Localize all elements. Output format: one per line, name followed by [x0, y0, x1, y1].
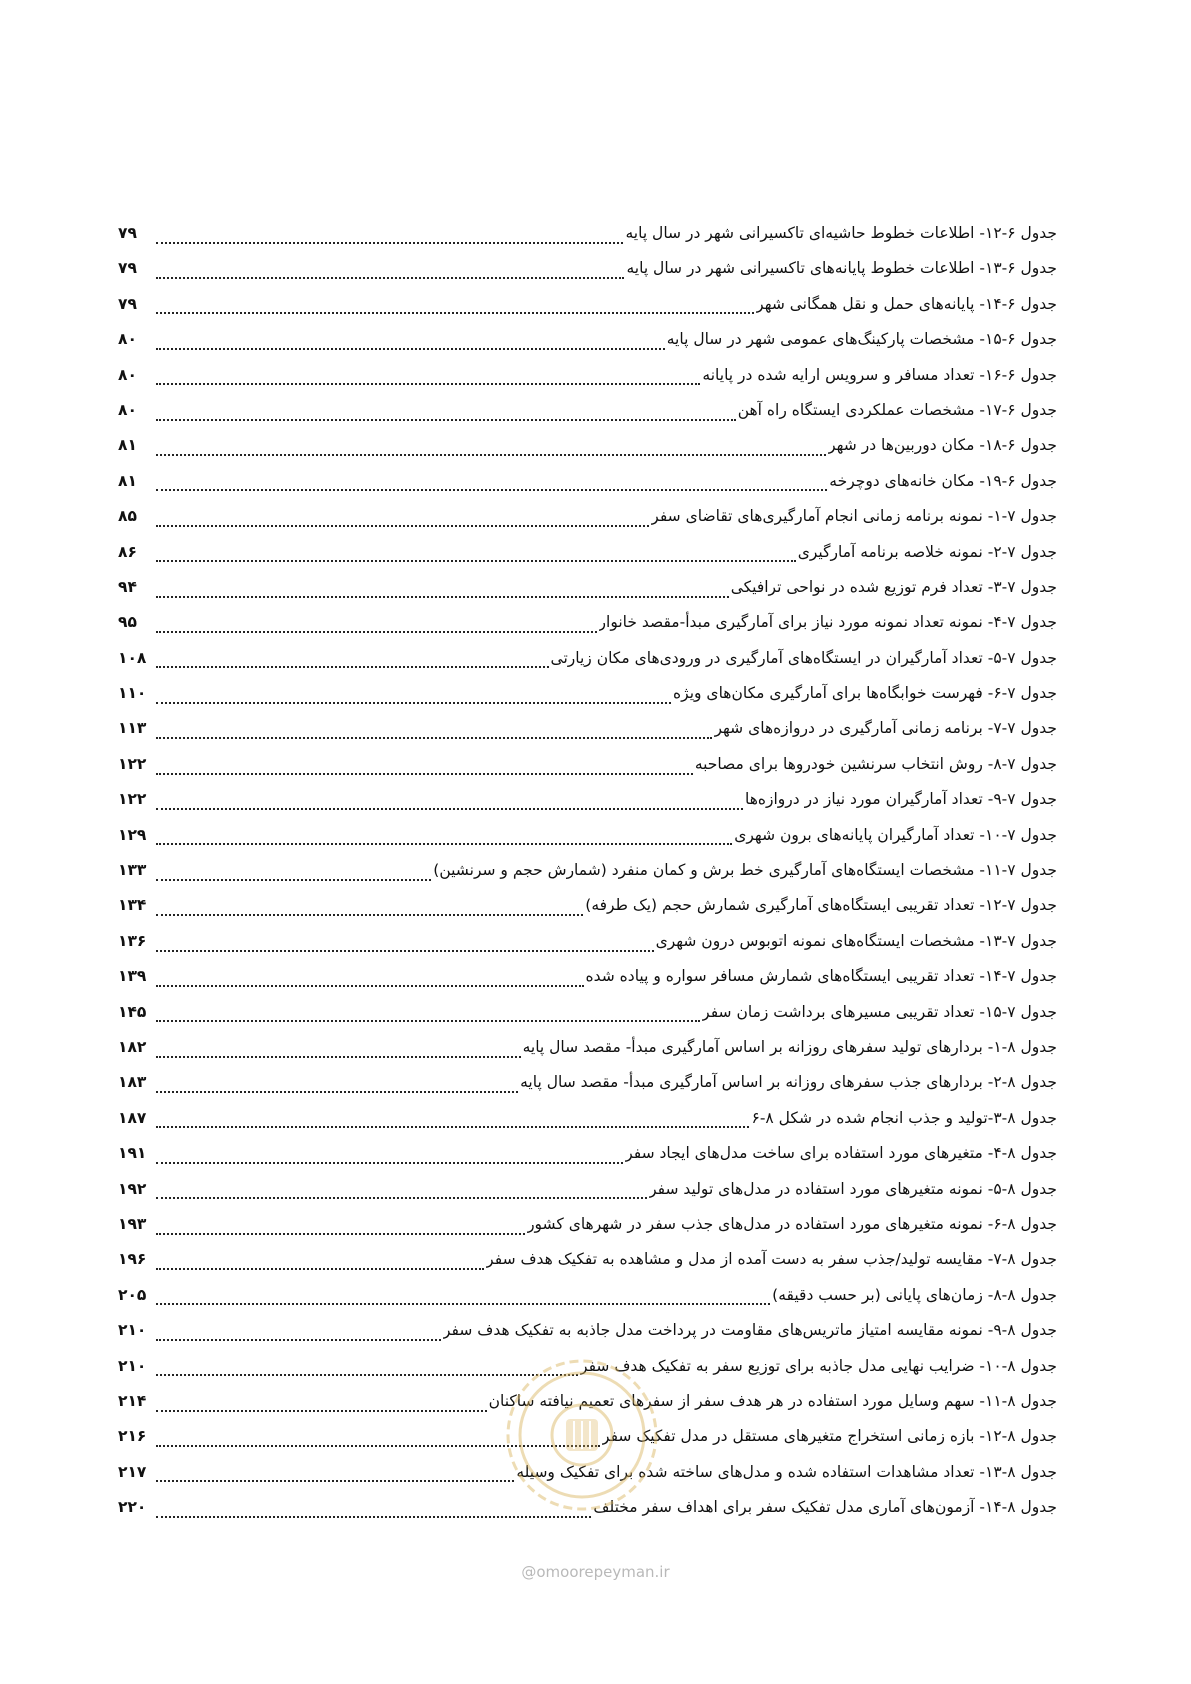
toc-entry-label: جدول ۷-۱- نمونه برنامه زمانی انجام آمارگیری‌های تقاضای سفر: [651, 507, 1057, 526]
toc-entry[interactable]: [118, 216, 1057, 251]
dot-leader: [156, 950, 654, 952]
dot-leader: [156, 737, 712, 739]
toc-entry-label: جدول ۷-۱۲- تعداد تقریبی ایستگاه‌های آمارگیری شمارش حجم (یک طرفه): [585, 896, 1057, 915]
toc-entry-page: ۱۳۴: [118, 896, 147, 915]
dot-leader: [156, 773, 693, 775]
toc-entry-label: جدول ۸-۱۱- سهم وسایل مورد استفاده در هر هدف سفر از سفرهای تعمیم نیافته ساکنان: [488, 1391, 1057, 1410]
toc-entry-label: جدول ۶-۱۲- اطلاعات خطوط حاشیه‌ای تاکسیرانی شهر در سال پایه: [625, 224, 1057, 242]
toc-entry-page: ۲۱۰: [118, 1356, 147, 1375]
toc-entry-label: جدول ۷-۱۳- مشخصات ایستگاه‌های نمونه اتوبوس درون شهری: [655, 931, 1057, 950]
toc-entry-label: جدول ۸-۴- متغیرهای مورد استفاده برای ساخت مدل‌های ایجاد سفر: [625, 1144, 1057, 1163]
toc-entry-label: جدول ۸-۲- بردارهای جذب سفرهای روزانه بر اساس آمارگیری مبدأ- مقصد سال پایه: [520, 1073, 1057, 1092]
toc-entry[interactable]: [118, 959, 1057, 994]
toc-entry[interactable]: [118, 1065, 1057, 1100]
toc-entry-label: جدول ۸-۱- بردارهای تولید سفرهای روزانه بر اساس آمارگیری مبدأ- مقصد سال پایه: [522, 1037, 1057, 1056]
toc-entry[interactable]: [118, 428, 1057, 463]
toc-entry-page: ۱۸۷: [118, 1108, 147, 1127]
dot-leader: [156, 242, 623, 244]
toc-entry-page: ۲۲۰: [118, 1498, 147, 1517]
dot-leader: [156, 1480, 514, 1482]
toc-entry-page: ۷۹: [118, 294, 137, 313]
toc-entry-page: ۸۰: [118, 365, 137, 384]
toc-entry-page: ۹۴: [118, 577, 137, 596]
toc-entry-label: جدول ۷-۷- برنامه زمانی آمارگیری در دروازه‌های شهر: [714, 719, 1057, 738]
toc-entry-page: ۱۲۲: [118, 754, 147, 773]
dot-leader: [156, 1233, 525, 1235]
toc-entry[interactable]: [118, 1101, 1057, 1136]
toc-entry-label: جدول ۶-۱۸- مکان دوربین‌ها در شهر: [828, 436, 1057, 455]
toc-entry-label: جدول ۸-۱۳- تعداد مشاهدات استفاده شده و مدل‌های ساخته شده برای تفکیک وسیله: [516, 1462, 1057, 1481]
toc-entry-label: جدول ۶-۱۹- مکان خانه‌های دوچرخه: [829, 471, 1057, 490]
toc-entry-label: جدول ۷-۱۱- مشخصات ایستگاه‌های آمارگیری خط برش و کمان منفرد (شمارش حجم و سرنشین): [433, 861, 1057, 880]
toc-entry-label: جدول ۸-۱۰- ضرایب نهایی مدل جاذبه برای توزیع سفر به تفکیک هدف سفر: [580, 1356, 1057, 1375]
toc-entry-label: جدول ۸-۷- مقایسه تولید/جذب سفر به دست آمده از مدل و مشاهده به تفکیک هدف سفر: [486, 1250, 1057, 1269]
dot-leader: [156, 1303, 770, 1305]
dot-leader: [156, 596, 729, 598]
toc-entry[interactable]: [118, 605, 1057, 640]
toc-entry[interactable]: [118, 358, 1057, 393]
dot-leader: [156, 454, 826, 456]
toc-entry[interactable]: [118, 251, 1057, 286]
dot-leader: [156, 1091, 518, 1093]
toc-entry[interactable]: [118, 1030, 1057, 1065]
toc-entry-label: جدول ۸-۳-تولید و جذب انجام شده در شکل ۸-۶: [751, 1108, 1057, 1127]
dot-leader: [156, 348, 665, 350]
toc-entry[interactable]: [118, 1136, 1057, 1171]
dot-leader: [156, 1339, 441, 1341]
toc-entry-label: جدول ۶-۱۷- مشخصات عملکردی ایستگاه راه آهن: [737, 400, 1057, 419]
toc-entry-page: ۸۱: [118, 471, 137, 490]
toc-entry[interactable]: [118, 570, 1057, 605]
dot-leader: [156, 666, 549, 668]
toc-entry[interactable]: [118, 464, 1057, 499]
dot-leader: [156, 843, 732, 845]
toc-entry-label: جدول ۷-۲- نمونه خلاصه برنامه آمارگیری: [797, 542, 1057, 561]
dot-leader: [156, 914, 583, 916]
dot-leader: [156, 1516, 591, 1518]
dot-leader: [156, 985, 584, 987]
dot-leader: [156, 525, 649, 527]
toc-entry-page: ۲۱۰: [118, 1321, 147, 1340]
toc-entry-label: جدول ۶-۱۳- اطلاعات خطوط پایانه‌های تاکسیرانی شهر در سال پایه: [626, 259, 1057, 278]
toc-entry[interactable]: [118, 287, 1057, 322]
toc-entry-page: ۱۳۹: [118, 967, 147, 986]
toc-entry-label: جدول ۸-۵- نمونه متغیرهای مورد استفاده در مدل‌های تولید سفر: [649, 1179, 1057, 1198]
toc-entry-label: جدول ۷-۳- تعداد فرم توزیع شده در نواحی ترافیکی: [730, 577, 1057, 596]
toc-entry-page: ۱۲۲: [118, 790, 147, 809]
dot-leader: [156, 489, 827, 491]
toc-entry-page: ۱۱۳: [118, 719, 147, 738]
toc-entry[interactable]: [118, 818, 1057, 853]
toc-entry[interactable]: [118, 1207, 1057, 1242]
toc-entry[interactable]: [118, 1313, 1057, 1348]
toc-entry[interactable]: [118, 853, 1057, 888]
toc-entry-page: ۸۶: [118, 542, 137, 561]
toc-entry-label: جدول ۶-۱۴- پایانه‌های حمل و نقل همگانی شهر: [756, 294, 1057, 313]
toc-entry[interactable]: [118, 711, 1057, 746]
toc-entry[interactable]: [118, 1172, 1057, 1207]
dot-leader: [156, 1020, 700, 1022]
dot-leader: [156, 419, 736, 421]
dot-leader: [156, 383, 700, 385]
toc-entry-page: ۲۱۴: [118, 1391, 147, 1410]
toc-entry-page: ۱۰۸: [118, 648, 147, 667]
toc-entry-page: ۲۱۶: [118, 1427, 147, 1446]
toc-entry-label: جدول ۷-۱۰- تعداد آمارگیران پایانه‌های برون شهری: [734, 825, 1057, 844]
toc-entry-label: جدول ۶-۱۵- مشخصات پارکینگ‌های عمومی شهر در سال پایه: [666, 330, 1057, 349]
dot-leader: [156, 312, 754, 314]
toc-entry[interactable]: [118, 535, 1057, 570]
toc-entry[interactable]: [118, 995, 1057, 1030]
toc-entry-label: جدول ۷-۵- تعداد آمارگیران در ایستگاه‌های آمارگیری در ورودی‌های مکان زیارتی: [550, 648, 1057, 667]
toc-entry-page: ۱۳۶: [118, 931, 147, 950]
table-of-contents: [118, 216, 1057, 1525]
dot-leader: [156, 277, 624, 279]
toc-entry-label: جدول ۷-۶- فهرست خوابگاه‌ها برای آمارگیری مکان‌های ویژه: [673, 684, 1057, 703]
toc-entry-page: ۱۴۵: [118, 1002, 147, 1021]
dot-leader: [156, 1410, 487, 1412]
watermark-logo-icon: [502, 1355, 662, 1515]
toc-entry-page: ۸۱: [118, 436, 137, 455]
dot-leader: [156, 702, 671, 704]
toc-entry-label: جدول ۸-۱۴- آزمون‌های آماری مدل تفکیک سفر برای اهداف سفر مختلف: [593, 1498, 1057, 1517]
toc-entry-page: ۱۱۰: [118, 684, 147, 703]
dot-leader: [156, 1197, 647, 1199]
toc-entry-label: جدول ۸-۸- زمان‌های پایانی (بر حسب دقیقه): [772, 1285, 1057, 1304]
dot-leader: [156, 879, 431, 881]
dot-leader: [156, 631, 597, 633]
toc-entry-page: ۷۹: [118, 224, 137, 242]
toc-entry[interactable]: [118, 888, 1057, 923]
toc-entry-label: جدول ۷-۱۴- تعداد تقریبی ایستگاه‌های شمارش مسافر سواره و پیاده شده: [585, 967, 1057, 986]
dot-leader: [156, 1162, 623, 1164]
toc-entry-label: جدول ۶-۱۶- تعداد مسافر و سرویس ارایه شده در پایانه: [702, 365, 1057, 384]
toc-entry-page: ۱۳۳: [118, 861, 147, 880]
dot-leader: [156, 560, 796, 562]
toc-entry[interactable]: [118, 747, 1057, 782]
toc-entry[interactable]: [118, 676, 1057, 711]
toc-entry-page: ۹۵: [118, 613, 137, 632]
dot-leader: [156, 1056, 521, 1058]
toc-entry[interactable]: [118, 641, 1057, 676]
toc-entry-label: جدول ۷-۸- روش انتخاب سرنشین خودروها برای مصاحبه: [694, 754, 1057, 773]
toc-entry-page: ۸۵: [118, 507, 137, 526]
toc-entry[interactable]: [118, 393, 1057, 428]
toc-entry[interactable]: [118, 499, 1057, 534]
toc-entry-page: ۱۲۹: [118, 825, 147, 844]
toc-entry-page: ۱۸۲: [118, 1037, 147, 1056]
toc-entry[interactable]: [118, 924, 1057, 959]
toc-entry[interactable]: [118, 322, 1057, 357]
toc-entry-page: ۱۹۱: [118, 1144, 147, 1163]
toc-entry-page: ۲۰۵: [118, 1285, 147, 1304]
dot-leader: [156, 1126, 749, 1128]
toc-entry-page: ۱۹۲: [118, 1179, 147, 1198]
toc-entry[interactable]: [118, 1278, 1057, 1313]
dot-leader: [156, 808, 743, 810]
toc-entry-page: ۷۹: [118, 259, 137, 278]
toc-entry-label: جدول ۷-۹- تعداد آمارگیران مورد نیاز در دروازه‌ها: [744, 790, 1057, 809]
toc-entry-label: جدول ۸-۱۲- بازه زمانی استخراج متغیرهای مستقل در مدل تفکیک سفر: [602, 1427, 1057, 1446]
toc-entry-page: ۱۹۶: [118, 1250, 147, 1269]
site-url[interactable]: @omoorepeyman.ir: [521, 1563, 670, 1581]
toc-entry-label: جدول ۷-۱۵- تعداد تقریبی مسیرهای برداشت زمان سفر: [702, 1002, 1057, 1021]
toc-entry-label: جدول ۸-۶- نمونه متغیرهای مورد استفاده در مدل‌های جذب سفر در شهرهای کشور: [527, 1214, 1057, 1233]
toc-entry-page: ۱۸۳: [118, 1073, 147, 1092]
toc-entry[interactable]: [118, 782, 1057, 817]
toc-entry-page: ۱۹۳: [118, 1214, 147, 1233]
toc-entry-page: ۸۰: [118, 330, 137, 349]
toc-entry[interactable]: [118, 1242, 1057, 1277]
toc-entry-page: ۸۰: [118, 400, 137, 419]
toc-entry-label: جدول ۸-۹- نمونه مقایسه امتیاز ماتریس‌های مقاومت در پرداخت مدل جاذبه به تفکیک هدف سفر: [442, 1321, 1057, 1340]
dot-leader: [156, 1268, 484, 1270]
toc-entry-page: ۲۱۷: [118, 1462, 147, 1481]
toc-entry-label: جدول ۷-۴- نمونه تعداد نمونه مورد نیاز برای آمارگیری مبدأ-مقصد خانوار: [598, 613, 1057, 632]
